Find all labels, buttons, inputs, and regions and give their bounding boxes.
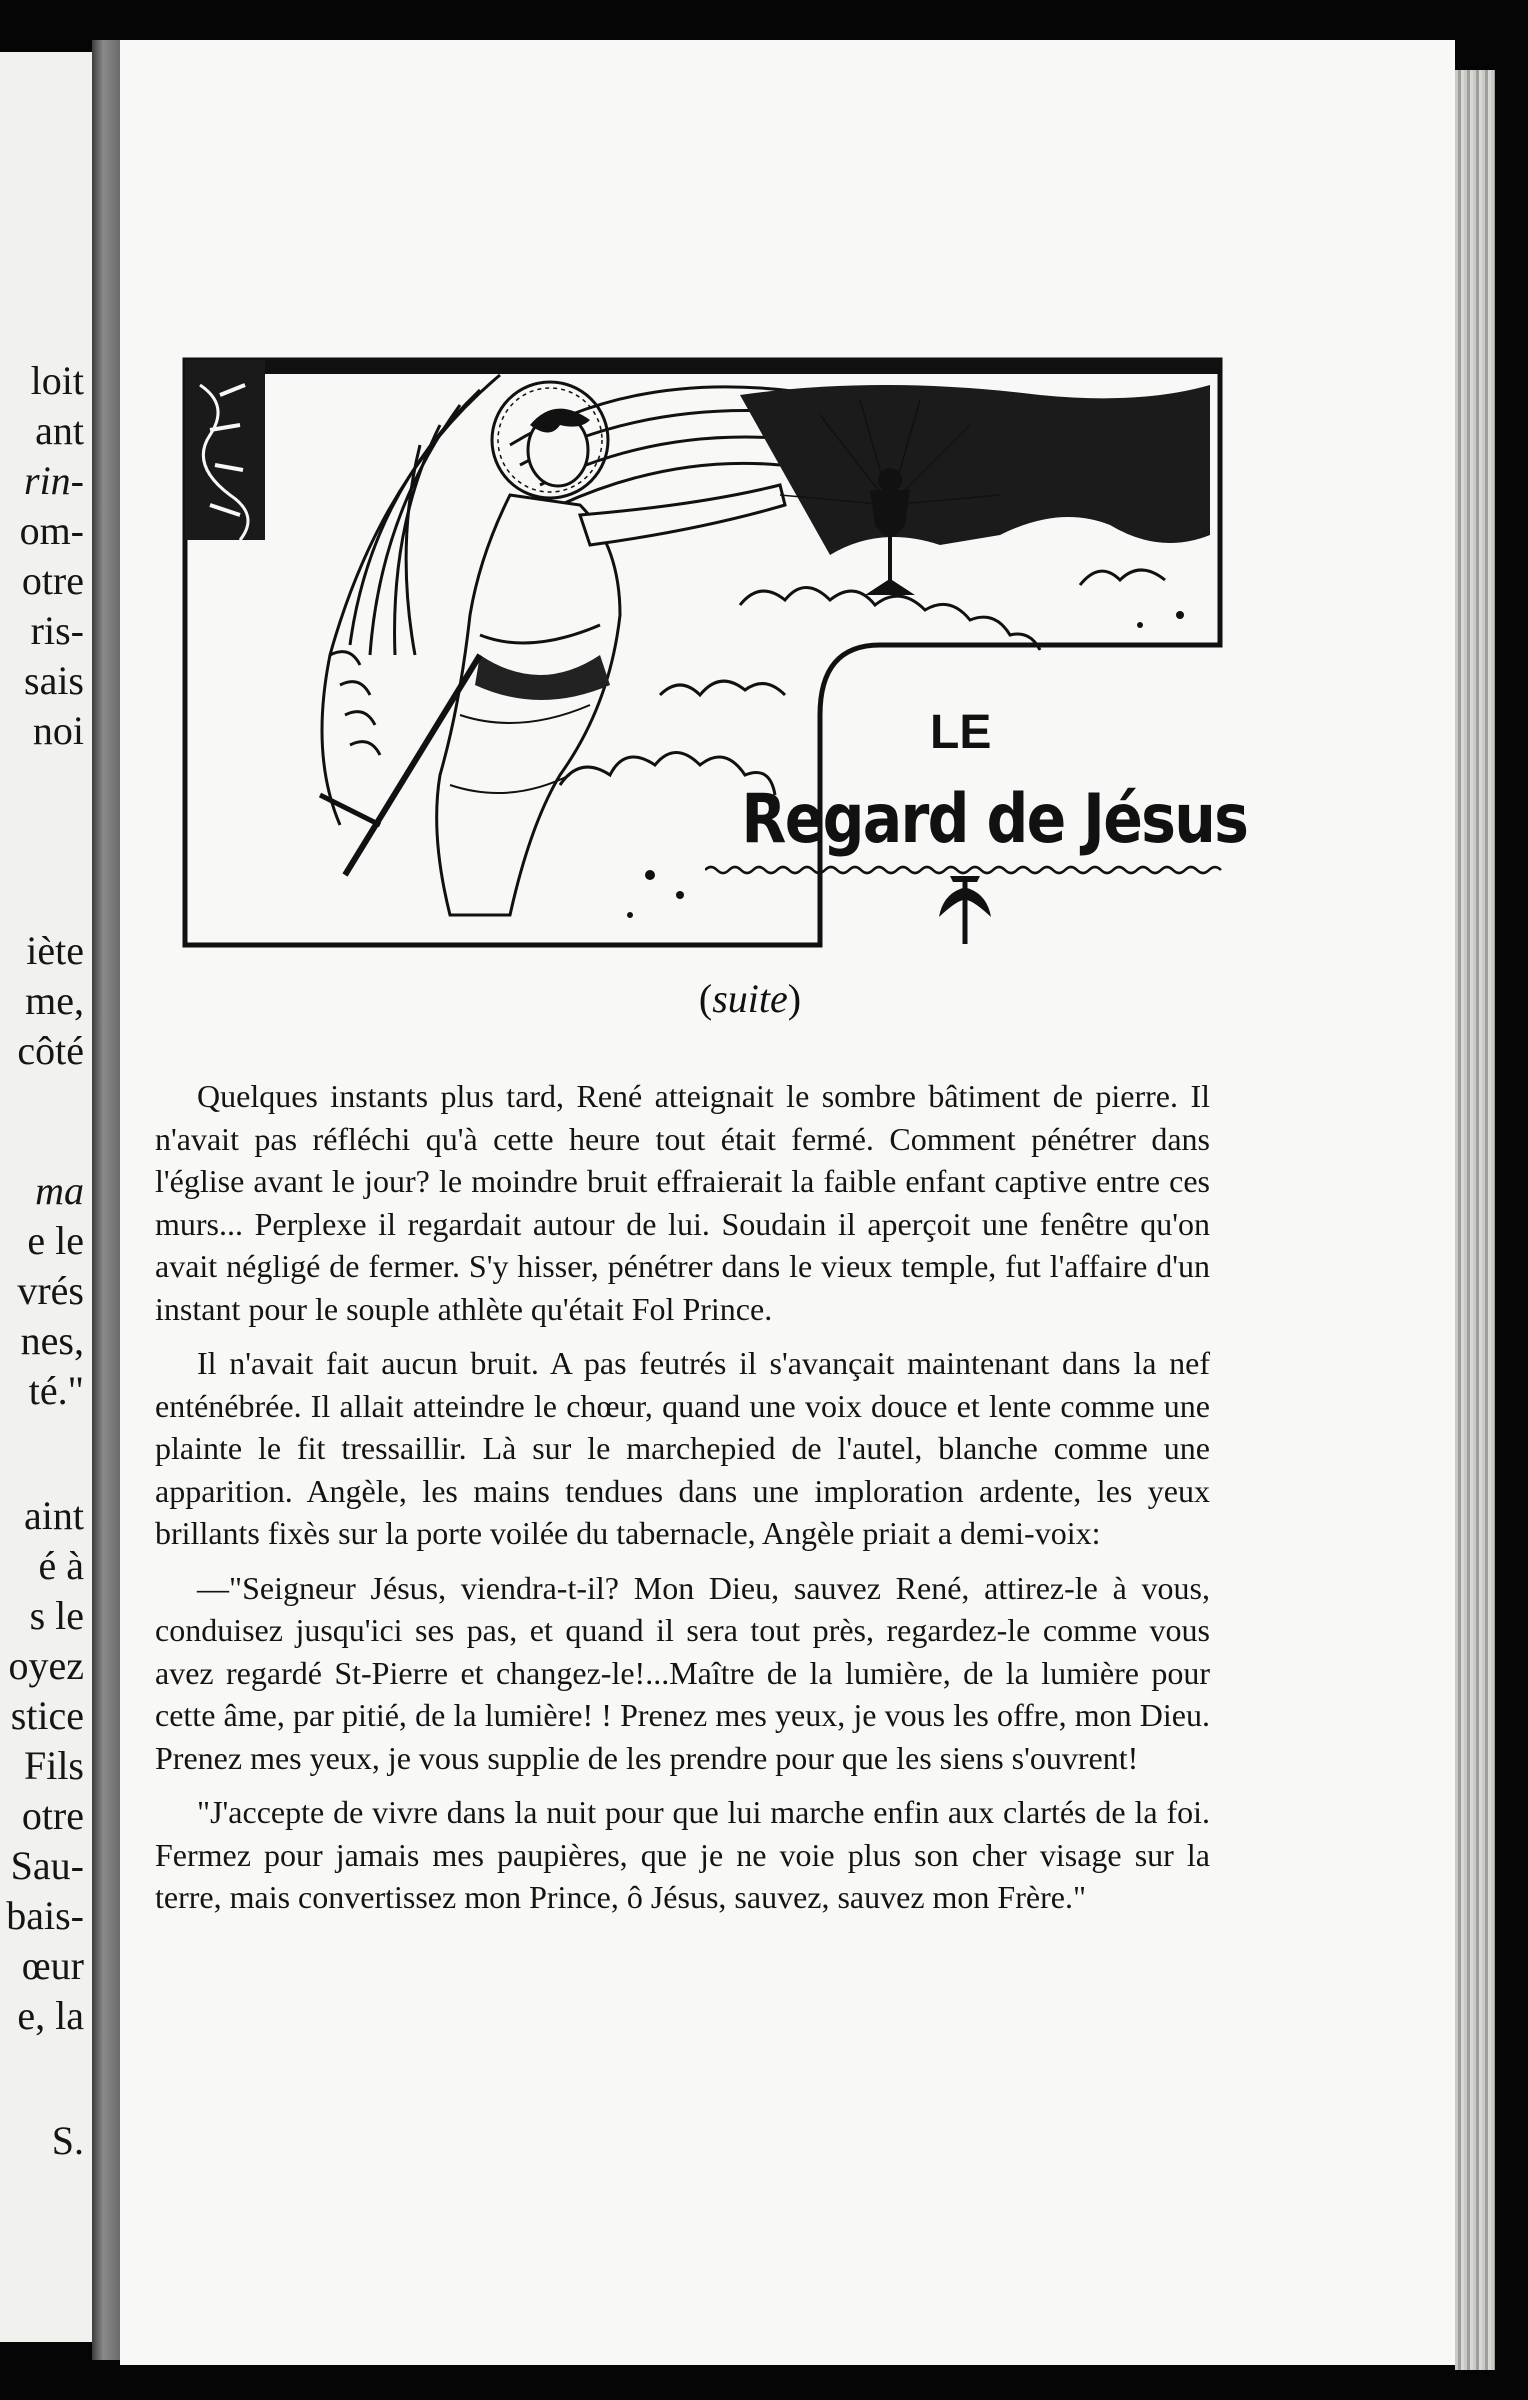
left-page-fragment: é à — [38, 1543, 84, 1588]
left-page-fragment: noi — [32, 708, 84, 753]
left-page-fragment: ris- — [30, 608, 84, 653]
left-page-margin — [0, 52, 92, 2342]
left-page-fragment: stice — [10, 1693, 84, 1738]
left-page-fragment: s le — [29, 1593, 84, 1638]
left-page-fragment: otre — [21, 1793, 84, 1838]
left-page-fragment: té." — [28, 1368, 84, 1413]
paragraph: Il n'avait fait aucun bruit. A pas feutrés il s'avançait maintenant dans la nef enténébrée. Il allait atteindre le chœur, quand une voix douce et lente comme une plainte le fit tressaillir. Là sur le marchepied de l'autel, blanche comme une apparition. Angèle, les mains tendues dans une imploration ardente, les yeux brillants fixès sur la porte voilée du tabernacle, Angèle priait a demi-voix: — [155, 1345, 1210, 1551]
left-page-fragment: ant — [35, 408, 84, 453]
article-body — [155, 1075, 1210, 1931]
paragraph: Quelques instants plus tard, René atteignait le sombre bâtiment de pierre. Il n'avait pas réfléchi qu'à cette heure tout était fermé. Comment pénétrer dans l'église avant le jour? le moindre bruit effraierait la faible enfant captive entre ces murs... Perplexe il regardait autour de lui. Soudain il aperçoit une fenêtre qu'on avait négligé de fermer. S'y hisser, pénétrer dans le vieux temple, fut l'affaire d'un instant pour le souple athlète qu'était Fol Prince. — [155, 1078, 1210, 1327]
subtitle-suite: suite — [712, 976, 788, 1021]
left-page-fragment: Fils — [23, 1743, 84, 1788]
paragraph: "J'accepte de vivre dans la nuit pour que lui marche enfin aux clartés de la foi. Fermez pour jamais mes paupières, que je ne voie plus son cher visage sur la terre, mais convertissez mon Prince, ô Jésus, sauvez, sauvez mon Frère." — [155, 1794, 1210, 1915]
left-page-fragment: me, — [25, 978, 84, 1023]
subtitle-open-paren: ( — [698, 976, 713, 1021]
left-page-fragment: ma — [35, 1168, 84, 1213]
left-page-fragment: loit — [30, 358, 84, 403]
left-page-fragment: Sau- — [10, 1843, 84, 1888]
title-article: LE — [930, 706, 992, 759]
page-title: Regard de Jésus — [741, 780, 1248, 859]
left-page-fragment: œur — [21, 1943, 84, 1988]
subtitle — [560, 975, 940, 1022]
left-page-fragment: e le — [27, 1218, 84, 1263]
left-page-fragment: e, la — [17, 1993, 84, 2038]
subtitle-close-paren: ) — [787, 976, 802, 1021]
left-page-fragment: rin- — [24, 458, 84, 503]
left-page-fragment: côté — [17, 1028, 84, 1073]
book-gutter — [92, 40, 120, 2360]
left-page-fragment: aint — [24, 1493, 84, 1538]
left-page-fragment: bais- — [6, 1893, 84, 1938]
left-page-fragment: oyez — [8, 1643, 84, 1688]
left-page-fragment: otre — [21, 558, 84, 603]
left-page-fragment: om- — [19, 508, 84, 553]
title-ornament — [705, 862, 1225, 952]
page-edge — [1455, 70, 1495, 2370]
left-page-fragment: S. — [51, 2118, 84, 2163]
left-page-fragment: iète — [26, 928, 84, 973]
paragraph: —"Seigneur Jésus, viendra-t-il? Mon Dieu, sauvez René, attirez-le à vous, conduisez jusqu'ici ses pas, et quand il sera tout près, regardez-le comme vous avez regardé St-Pierre et changez-le!...Maître de la lumière, de la lumière pour cette âme, par pitié, de la lumière! ! Prenez mes yeux, je vous les offre, mon Dieu. Prenez mes yeux, je vous supplie de les prendre pour que les siens s'ouvrent! — [155, 1569, 1210, 1776]
left-page-fragment: sais — [24, 658, 84, 703]
left-page-fragment: nes, — [20, 1318, 84, 1363]
left-page-fragment: vrés — [17, 1268, 84, 1313]
